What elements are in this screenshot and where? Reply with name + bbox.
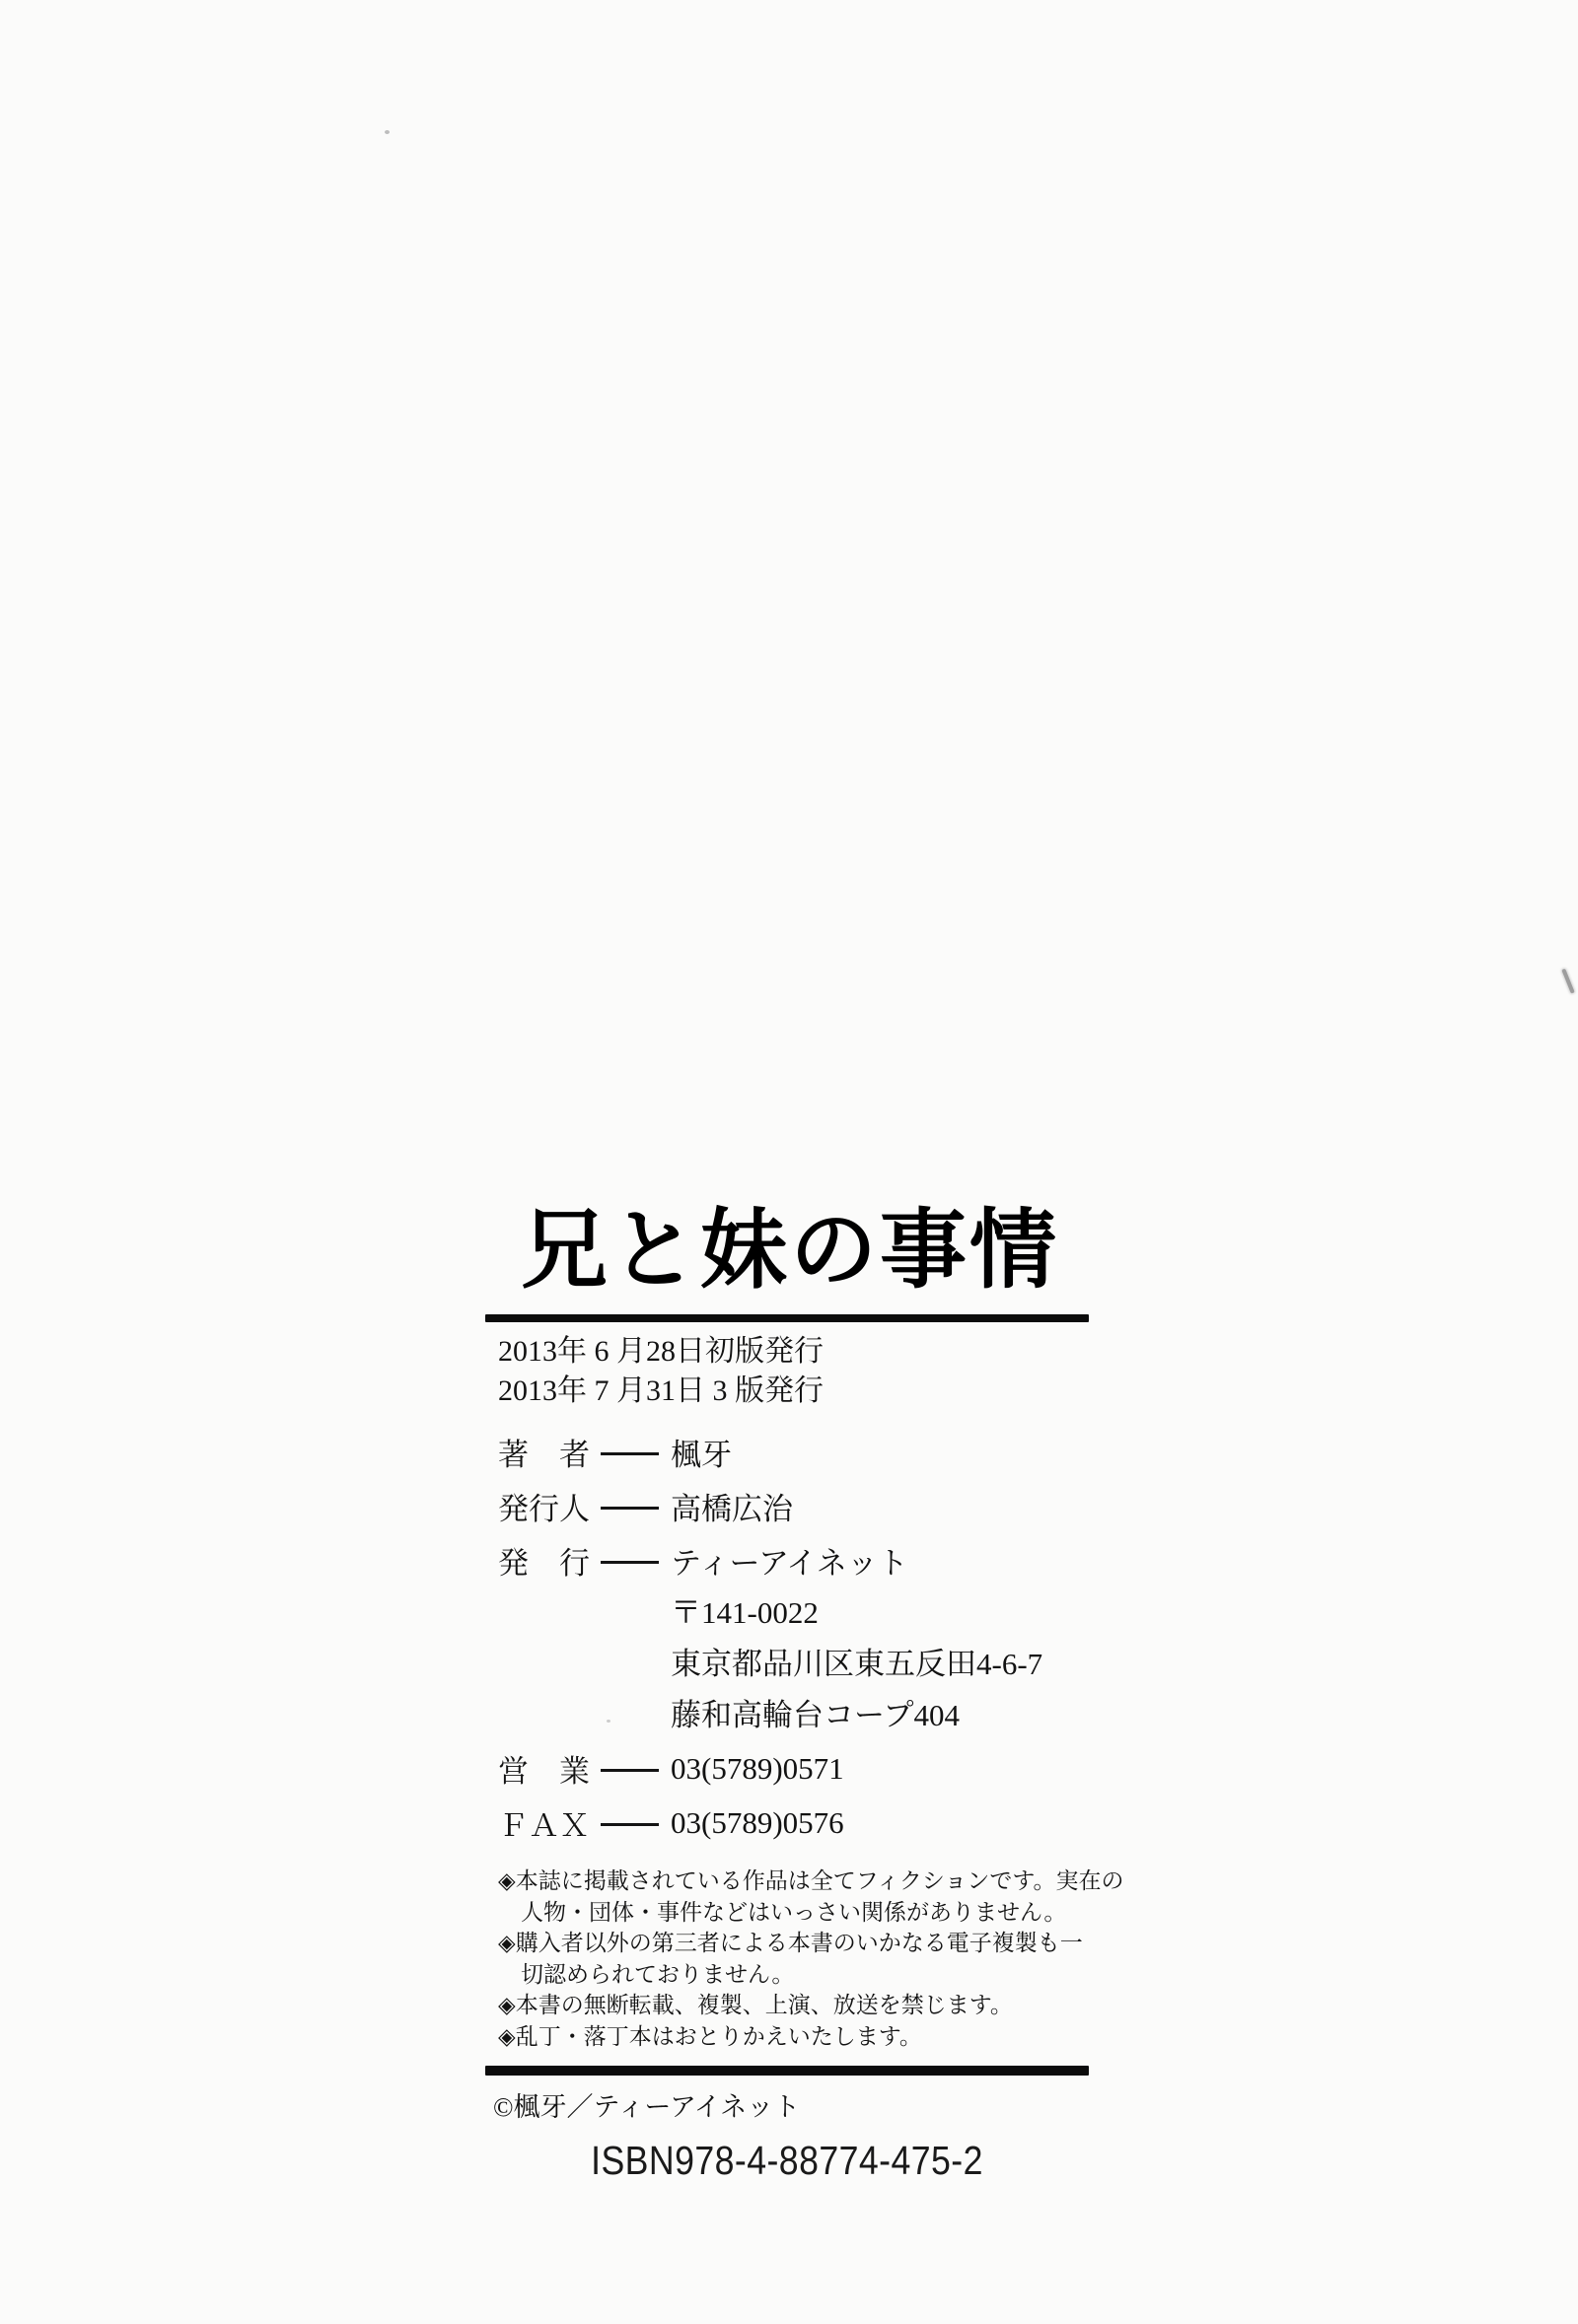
issuer-label: 発行人 [498,1492,590,1527]
address-line-2: 藤和高輪台コープ404 [671,1698,960,1733]
copyright-line: ©楓牙／ティーアイネット [493,2092,801,2123]
leader-dash [601,1823,659,1826]
third-edition-date: 2013年 7 月31日 3 版発行 [498,1374,824,1408]
publication-info [485,1425,1089,1850]
notice-copy-line-1: ◈購入者以外の第三者による本書のいかなる電子複製も一 [498,1931,1083,1956]
notice-fiction-line-1: ◈本誌に掲載されている作品は全てフィクションです。実在の [498,1868,1124,1894]
scan-speck [385,130,390,134]
publisher-label: 発 行 [498,1546,590,1582]
leader-dash [601,1452,659,1455]
bottom-divider [485,2066,1089,2076]
leader-dash [601,1561,659,1564]
publisher-name: ティーアイネット [671,1546,908,1582]
fax-row [498,1796,1089,1850]
leader-dash [601,1769,659,1772]
publisher-row [498,1533,1089,1587]
sales-label: 営 業 [498,1754,590,1790]
notice-defective-copies: ◈乱丁・落丁本はおとりかえいたします。 [498,2023,922,2049]
edition-dates [498,1332,1089,1411]
notice-reproduction: ◈本書の無断転載、複製、上演、放送を禁じます。 [498,1993,1013,2018]
fax-number: 03(5789)0576 [671,1804,844,1840]
legal-notices [498,1866,1124,2052]
notice-copy-line-2: 切認められておりません。 [521,1961,795,1987]
book-title: 兄と妹の事情 [521,1204,1060,1300]
notice-fiction-line-2: 人物・団体・事件などはいっさい関係がありません。 [521,1899,1067,1925]
colophon-block [485,1204,1124,2184]
leader-dash [601,1507,659,1510]
address-line-1: 東京都品川区東五反田4-6-7 [671,1647,1043,1682]
issuer-name: 高橋広治 [671,1492,793,1527]
scan-edge-artifact [1561,968,1574,994]
author-row [498,1425,1089,1479]
author-name: 楓牙 [671,1438,732,1473]
fax-label: ＦＡＸ [498,1808,590,1844]
sales-phone: 03(5789)0571 [671,1750,844,1786]
issuer-row [498,1479,1089,1533]
publisher-address [671,1587,1089,1741]
isbn-number: ISBN978-4-88774-475-2 [591,2138,983,2184]
postal-code: 〒141-0022 [671,1595,819,1631]
author-label: 著 者 [498,1438,590,1473]
title-divider [485,1314,1089,1322]
sales-phone-row [498,1741,1089,1796]
first-edition-date: 2013年 6 月28日初版発行 [498,1335,824,1369]
